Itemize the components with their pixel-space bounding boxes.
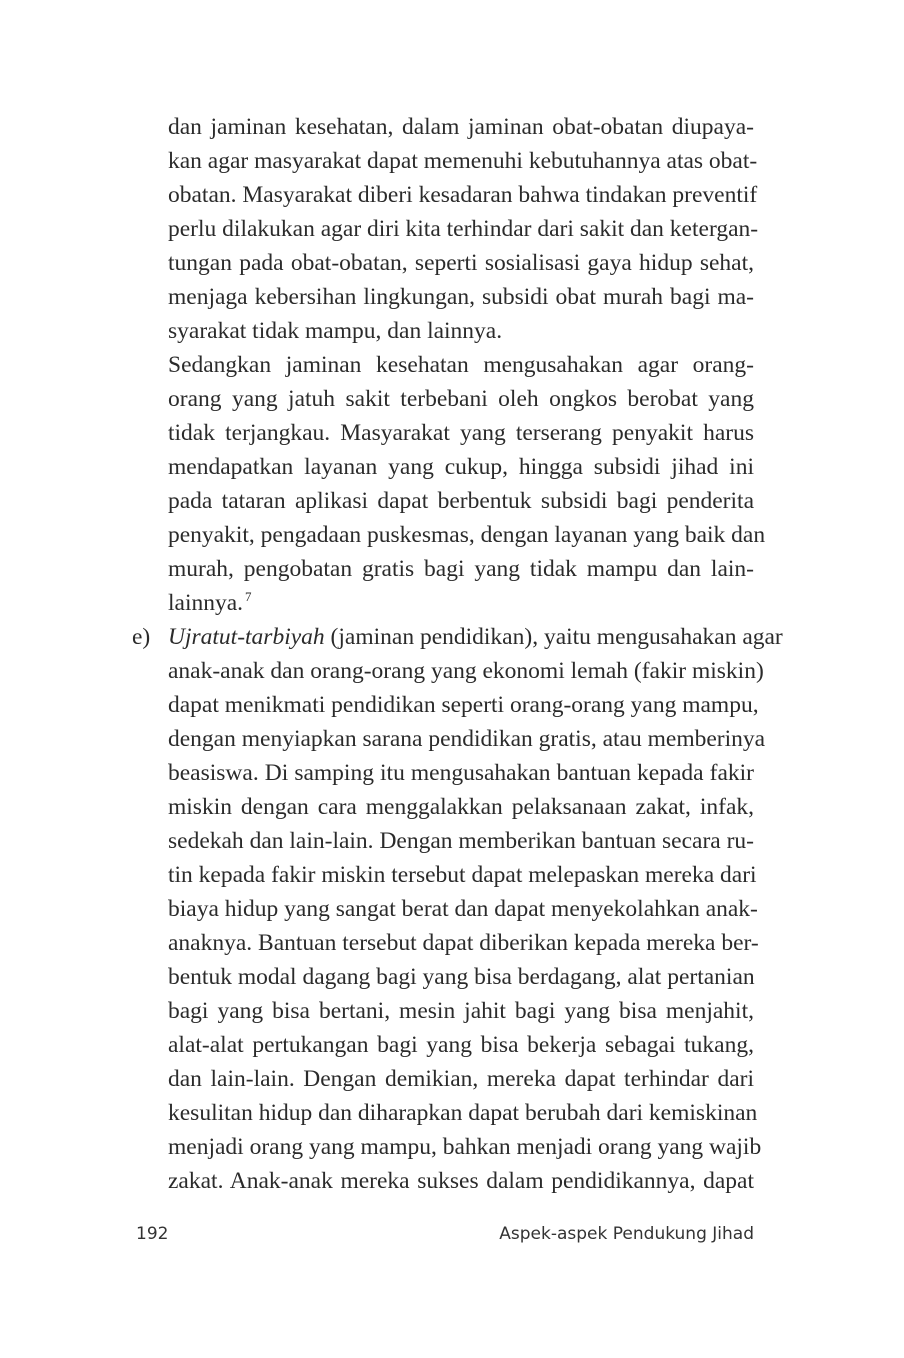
body-line [168, 586, 754, 620]
body-line: syarakat tidak mampu, dan lainnya. [168, 318, 503, 344]
list-item-label: e) [132, 624, 151, 650]
body-line: zakat. Anak-anak mereka sukses dalam pendidikannya, dapat [168, 1168, 754, 1194]
running-title: Aspek-aspek Pendukung Jihad [499, 1224, 754, 1244]
body-line: kesulitan hidup dan diharapkan dapat berubah dari kemiskinan [168, 1100, 758, 1126]
body-line: dapat menikmati pendidikan seperti orang-orang yang mampu, [168, 692, 759, 718]
body-line: sedekah dan lain-lain. Dengan memberikan bantuan secara ru- [168, 828, 754, 854]
body-line: menjadi orang yang mampu, bahkan menjadi orang yang wajib [168, 1134, 762, 1160]
body-line: perlu dilakukan agar diri kita terhindar dari sakit dan ketergan- [168, 216, 759, 242]
body-line: dan jaminan kesehatan, dalam jaminan obat-obatan diupaya- [168, 114, 754, 140]
italic-term: Ujratut-tarbiyah [168, 624, 325, 650]
body-line: dengan menyiapkan sarana pendidikan gratis, atau memberinya [168, 726, 766, 752]
body-line [168, 620, 783, 654]
body-line: dan lain-lain. Dengan demikian, mereka dapat terhindar dari [168, 1066, 754, 1092]
page-number: 192 [136, 1224, 169, 1244]
body-line: mendapatkan layanan yang cukup, hingga subsidi jihad ini [168, 454, 754, 480]
body-line: beasiswa. Di samping itu mengusahakan bantuan kepada fakir [168, 760, 754, 786]
body-line: pada tataran aplikasi dapat berbentuk subsidi bagi penderita [168, 488, 754, 514]
body-line: bentuk modal dagang bagi yang bisa berdagang, alat pertanian [168, 964, 755, 990]
body-line: bagi yang bisa bertani, mesin jahit bagi yang bisa menjahit, [168, 998, 754, 1024]
body-line: anak-anak dan orang-orang yang ekonomi lemah (fakir miskin) [168, 658, 764, 684]
body-line-text: lainnya. [168, 590, 244, 616]
body-line: tin kepada fakir miskin tersebut dapat melepaskan mereka dari [168, 862, 757, 888]
body-line: alat-alat pertukangan bagi yang bisa bekerja sebagai tukang, [168, 1032, 754, 1058]
body-line: biaya hidup yang sangat berat dan dapat menyekolahkan anak- [168, 896, 758, 922]
footnote-reference: 7 [245, 589, 252, 604]
body-line: Sedangkan jaminan kesehatan mengusahakan agar orang- [168, 352, 754, 378]
body-line-text: (jaminan pendidikan), yaitu mengusahakan agar [330, 624, 783, 650]
body-line: anaknya. Bantuan tersebut dapat diberikan kepada mereka ber- [168, 930, 759, 956]
body-line: kan agar masyarakat dapat memenuhi kebutuhannya atas obat- [168, 148, 758, 174]
body-line: obatan. Masyarakat diberi kesadaran bahwa tindakan preventif [168, 182, 758, 208]
body-line: miskin dengan cara menggalakkan pelaksanaan zakat, infak, [168, 794, 754, 820]
body-line: penyakit, pengadaan puskesmas, dengan layanan yang baik dan [168, 522, 766, 548]
body-line: menjaga kebersihan lingkungan, subsidi obat murah bagi ma- [168, 284, 754, 310]
body-line: tidak terjangkau. Masyarakat yang terserang penyakit harus [168, 420, 754, 446]
body-line: tungan pada obat-obatan, seperti sosialisasi gaya hidup sehat, [168, 250, 754, 276]
body-line: orang yang jatuh sakit terbebani oleh ongkos berobat yang [168, 386, 754, 412]
body-line: murah, pengobatan gratis bagi yang tidak mampu dan lain- [168, 556, 754, 582]
